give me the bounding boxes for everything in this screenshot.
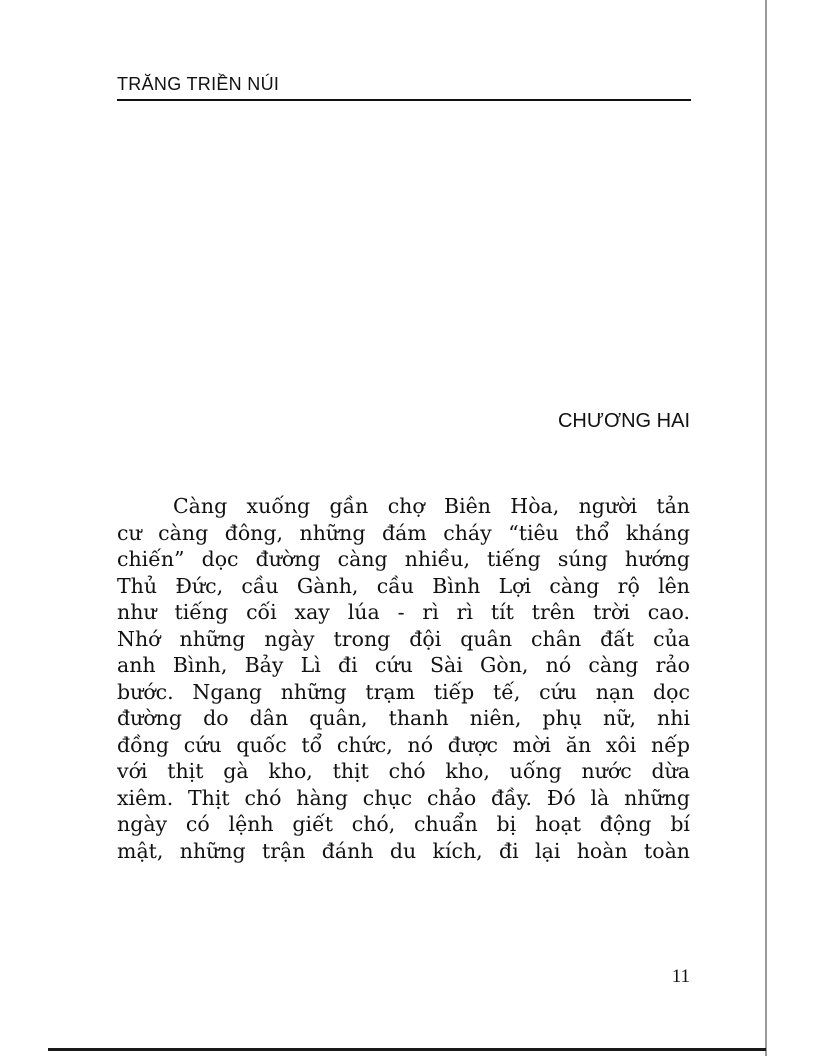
body-line: đường do dân quân, thanh niên, phụ nữ, nhi — [117, 706, 690, 730]
body-line: mật, những trận đánh du kích, đi lại hoàn toàn — [117, 838, 690, 863]
page-number: 11 — [671, 966, 690, 987]
body-line: Nhớ những ngày trong đội quân chân đất của — [117, 626, 690, 651]
body-line: xiêm. Thịt chó hàng chục chảo đầy. Đó là những — [117, 785, 690, 810]
body-line: đồng cứu quốc tổ chức, nó được mời ăn xôi nếp — [117, 732, 690, 757]
body-line: Thủ Đức, cầu Gành, cầu Bình Lợi càng rộ lên — [117, 573, 690, 598]
page-right-edge — [765, 0, 767, 1056]
body-text — [117, 493, 690, 864]
body-line: anh Bình, Bảy Lì đi cứu Sài Gòn, nó càng rảo — [117, 653, 690, 677]
body-line: ngày có lệnh giết chó, chuẩn bị hoạt động bí — [117, 812, 690, 836]
body-line: cư càng đông, những đám cháy “tiêu thổ kháng — [117, 520, 690, 545]
body-line: bước. Ngang những trạm tiếp tế, cứu nạn dọc — [117, 679, 690, 704]
body-line: với thịt gà kho, thịt chó kho, uống nước dừa — [117, 759, 690, 783]
header-rule — [117, 99, 691, 101]
body-line: Càng xuống gần chợ Biên Hòa, người tản — [173, 494, 690, 518]
body-line: chiến” dọc đường càng nhiều, tiếng súng hướng — [117, 547, 690, 571]
chapter-title: CHƯƠNG HAI — [557, 410, 690, 432]
running-head: TRĂNG TRIỀN NÚI — [117, 74, 280, 94]
page-bottom-edge — [48, 1048, 766, 1051]
body-line: như tiếng cối xay lúa - rì rì tít trên trời cao. — [117, 600, 690, 624]
